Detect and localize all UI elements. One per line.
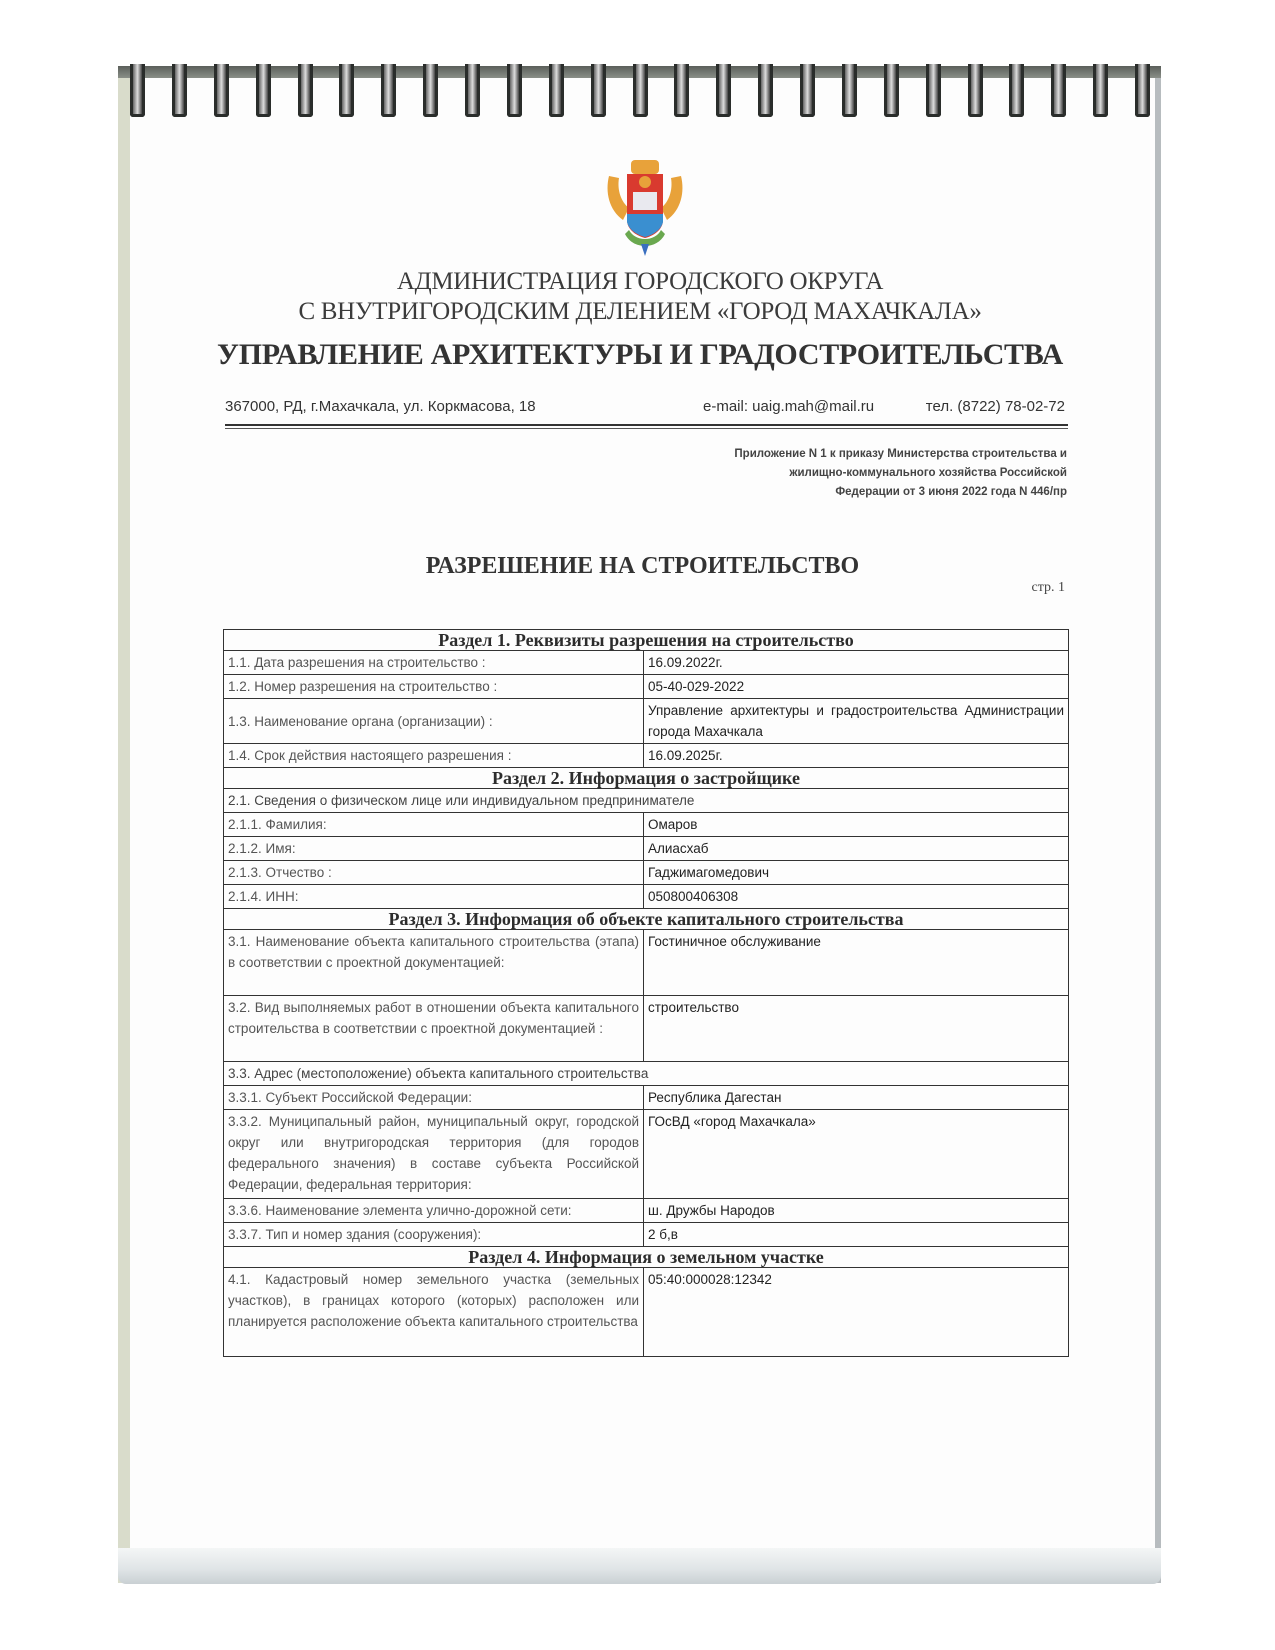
spiral-coil [130,64,145,117]
permit-number-value: 05-40-029-2022 [644,675,1069,699]
spiral-coil [507,64,522,117]
spiral-coil [381,64,396,117]
spiral-binding [130,64,1160,118]
section-1-title: Раздел 1. Реквизиты разрешения на строительство [224,630,1069,651]
spiral-coil [1009,64,1024,117]
field-label: 3.3.7. Тип и номер здания (сооружения): [224,1223,644,1247]
table-row [224,1062,1069,1086]
federal-subject-value: Республика Дагестан [644,1086,1069,1110]
field-label: 3.2. Вид выполняемых работ в отношении объекта капитального строительства в соответствии с проектной документацией : [224,996,644,1062]
field-label: 1.1. Дата разрешения на строительство : [224,651,644,675]
building-number-value: 2 б,в [644,1223,1069,1247]
table-row [224,1223,1069,1247]
notebook-back-cover [118,1548,1161,1584]
field-label: 3.3.6. Наименование элемента улично-дорожной сети: [224,1199,644,1223]
table-row [224,651,1069,675]
section-header-row [224,1247,1069,1268]
field-label: 2.1.1. Фамилия: [224,813,644,837]
email-address: e-mail: uaig.mah@mail.ru [703,398,875,415]
subsection-label: 2.1. Сведения о физическом лице или индивидуальном предпринимателе [224,789,1069,813]
work-type-value: строительство [644,996,1069,1062]
section-2-title: Раздел 2. Информация о застройщике [224,768,1069,789]
spiral-coil [172,64,187,117]
spiral-coil [800,64,815,117]
spiral-coil [423,64,438,117]
issuing-authority-value: Управление архитектуры и градостроительства Администрации города Махачкала [644,699,1069,744]
section-header-row [224,630,1069,651]
first-name-value: Алиасхаб [644,837,1069,861]
spiral-coil [339,64,354,117]
field-label: 3.1. Наименование объекта капитального строительства (этапа) в соответствии с проектной документацией: [224,930,644,996]
spiral-coil [968,64,983,117]
coat-of-arms-icon [603,158,687,258]
table-row [224,996,1069,1062]
surname-value: Омаров [644,813,1069,837]
table-row [224,1086,1069,1110]
field-label: 3.3.2. Муниципальный район, муниципальный округ, городской округ или внутригородская территория (для городов федерального значения) в составе субъекта Российской Федерации, федеральная территория: [224,1110,644,1199]
header-divider [225,424,1068,426]
administration-name-line2: С ВНУТРИГОРОДСКИМ ДЕЛЕНИЕМ «ГОРОД МАХАЧКАЛА» [298,298,982,325]
field-label: 2.1.3. Отчество : [224,861,644,885]
municipality-value: ГОсВД «город Махачкала» [644,1110,1069,1199]
spiral-coil [465,64,480,117]
field-label: 3.3.1. Субъект Российской Федерации: [224,1086,644,1110]
section-3-title: Раздел 3. Информация об объекте капитального строительства [224,909,1069,930]
permit-table [223,629,1069,1357]
field-label: 2.1.4. ИНН: [224,885,644,909]
table-row [224,813,1069,837]
permit-date-value: 16.09.2022г. [644,651,1069,675]
table-row [224,930,1069,996]
subsection-label: 3.3. Адрес (местоположение) объекта капитального строительства [224,1062,1069,1086]
table-row [224,837,1069,861]
administration-name-line1: АДМИНИСТРАЦИЯ ГОРОДСКОГО ОКРУГА [396,268,884,295]
inn-value: 050800406308 [644,885,1069,909]
field-label: 2.1.2. Имя: [224,837,644,861]
spiral-coil [214,64,229,117]
table-row [224,1199,1069,1223]
field-label: 4.1. Кадастровый номер земельного участка (земельных участков), в границах которого (которых) расположен или планируется расположение объекта капитального строительства [224,1268,644,1357]
spiral-coil [1051,64,1066,117]
table-row [224,789,1069,813]
table-row [224,675,1069,699]
table-row [224,885,1069,909]
field-label: 1.3. Наименование органа (организации) : [224,699,644,744]
patronymic-value: Гаджимагомедович [644,861,1069,885]
spiral-coil [884,64,899,117]
table-row [224,699,1069,744]
section-4-title: Раздел 4. Информация о земельном участке [224,1247,1069,1268]
contact-row [225,398,1065,422]
spiral-coil [591,64,606,117]
validity-date-value: 16.09.2025г. [644,744,1069,768]
spiral-coil [758,64,773,117]
spiral-coil [1093,64,1108,117]
header-divider-thin [225,428,1068,429]
spiral-coil [926,64,941,117]
table-row [224,744,1069,768]
postal-address: 367000, РД, г.Махачкала, ул. Коркмасова, 18 [225,398,536,415]
spiral-coil [1135,64,1150,117]
section-header-row [224,768,1069,789]
annex-line: Приложение N 1 к приказу Министерства строительства и [734,448,1067,460]
spiral-coil [842,64,857,117]
field-label: 1.2. Номер разрешения на строительство : [224,675,644,699]
spiral-coil [716,64,731,117]
annex-note [687,445,1067,502]
spiral-coil [633,64,648,117]
phone-number: тел. (8722) 78-02-72 [925,398,1065,415]
spiral-coil [298,64,313,117]
page-number: стр. 1 [1031,580,1065,595]
street-value: ш. Дружбы Народов [644,1199,1069,1223]
table-row [224,1268,1069,1357]
object-name-value: Гостиничное обслуживание [644,930,1069,996]
annex-line: Федерации от 3 июня 2022 года N 446/пр [835,486,1067,498]
section-header-row [224,909,1069,930]
field-label: 1.4. Срок действия настоящего разрешения : [224,744,644,768]
table-row [224,1110,1069,1199]
spiral-coil [674,64,689,117]
spiral-coil [256,64,271,117]
department-title: УПРАВЛЕНИЕ АРХИТЕКТУРЫ И ГРАДОСТРОИТЕЛЬСТВА [217,338,1063,371]
document-title: РАЗРЕШЕНИЕ НА СТРОИТЕЛЬСТВО [425,553,860,579]
annex-line: жилищно-коммунального хозяйства Российской [789,467,1067,479]
table-row [224,861,1069,885]
spiral-coil [549,64,564,117]
cadastral-number-value: 05:40:000028:12342 [644,1268,1069,1357]
